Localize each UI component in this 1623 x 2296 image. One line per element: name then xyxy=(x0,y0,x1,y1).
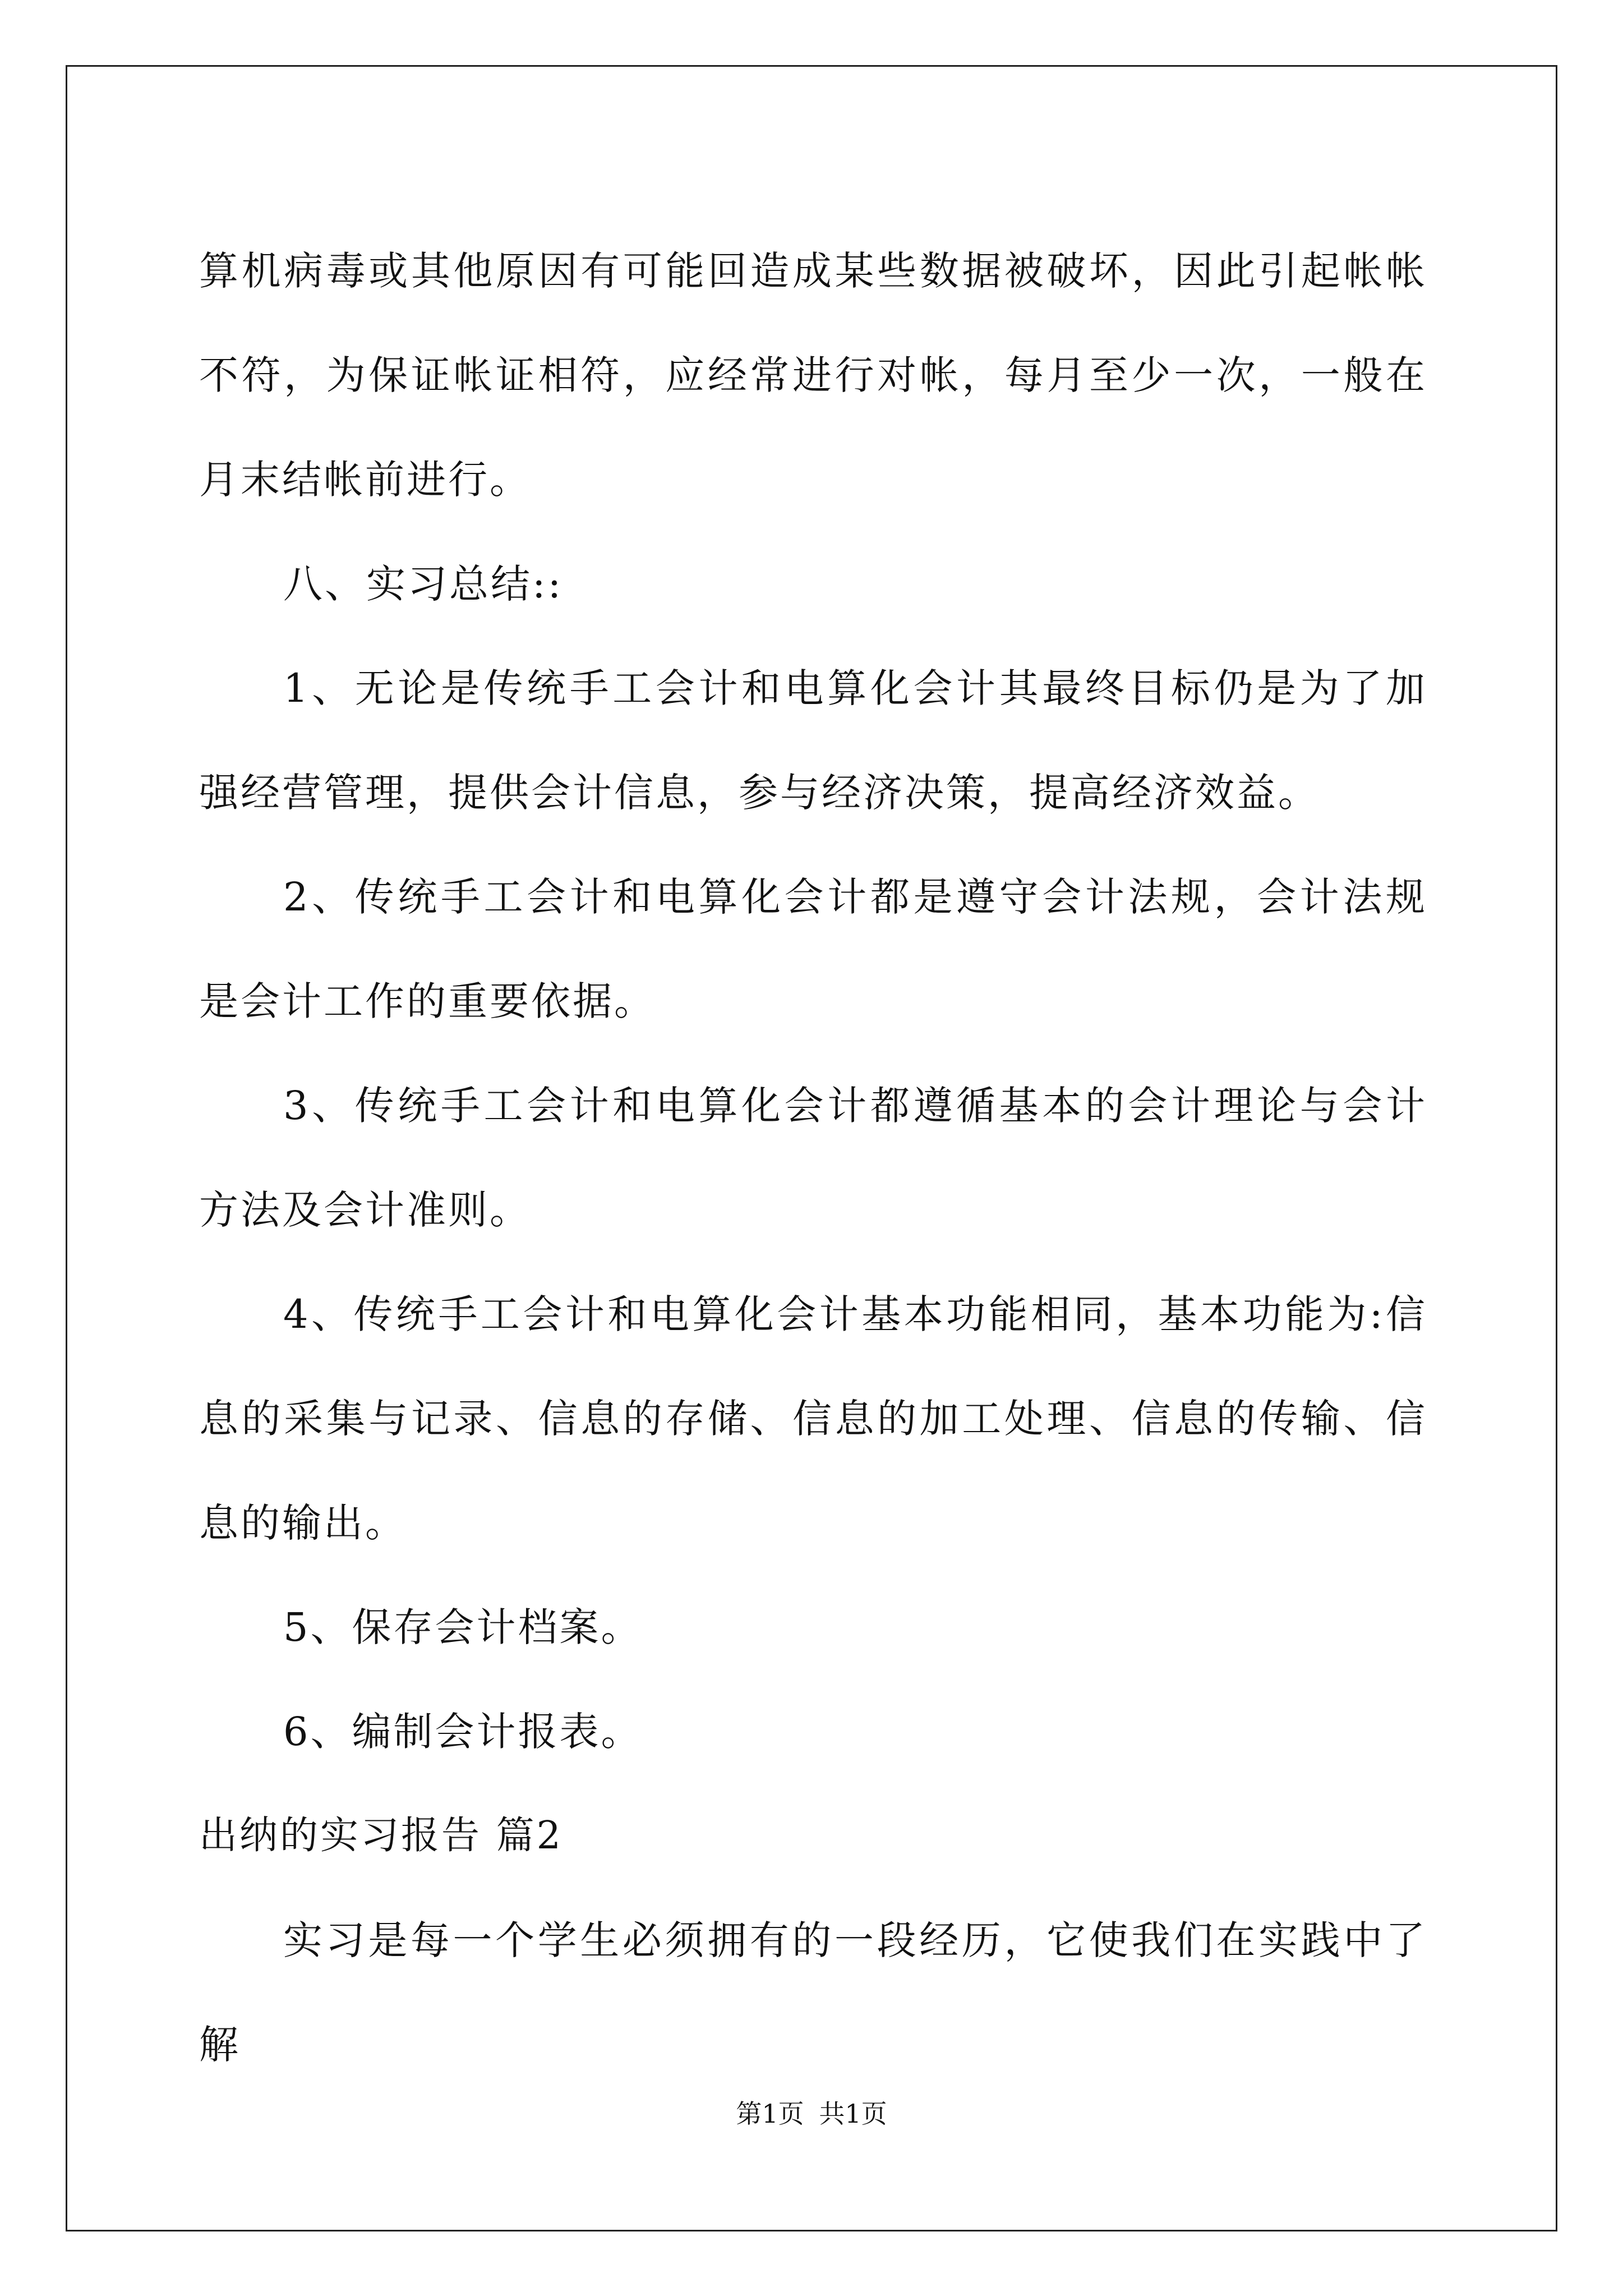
section-heading: 出纳的实习报告 篇2 xyxy=(199,1814,563,1858)
paragraph-item-5: 5、保存会计档案。 xyxy=(283,1604,643,1650)
paragraph-item-6: 6、编制会计报表。 xyxy=(283,1709,643,1755)
paragraph-summary-heading: 八、实习总结:: xyxy=(283,561,564,607)
page-number-current: 第1页 xyxy=(736,2099,804,2129)
paragraph-final: 实习是每一个学生必须拥有的一段经历，它使我们在实践中了解 xyxy=(199,1917,1427,2068)
paragraph-item-2: 2、传统手工会计和电算化会计都是遵守会计法规，会计法规是会计工作的重要依据。 xyxy=(199,874,1427,1024)
document-body xyxy=(199,219,1427,2097)
paragraph-continuation: 算机病毒或其他原因有可能回造成某些数据被破坏，因此引起帐帐不符，为保证帐证相符，应经常进行对帐，每月至少一次，一般在月末结帐前进行。 xyxy=(199,248,1427,503)
page-footer xyxy=(0,2097,1623,2131)
paragraph-item-1: 1、无论是传统手工会计和电算化会计其最终目标仍是为了加强经营管理，提供会计信息，参与经济决策，提高经济效益。 xyxy=(199,665,1427,816)
paragraph-item-3: 3、传统手工会计和电算化会计都遵循基本的会计理论与会计方法及会计准则。 xyxy=(199,1083,1427,1233)
page-number-total: 共1页 xyxy=(819,2099,887,2129)
paragraph-item-4: 4、传统手工会计和电算化会计基本功能相同，基本功能为:信息的采集与记录、信息的存储、信息的加工处理、信息的传输、信息的输出。 xyxy=(199,1291,1427,1546)
